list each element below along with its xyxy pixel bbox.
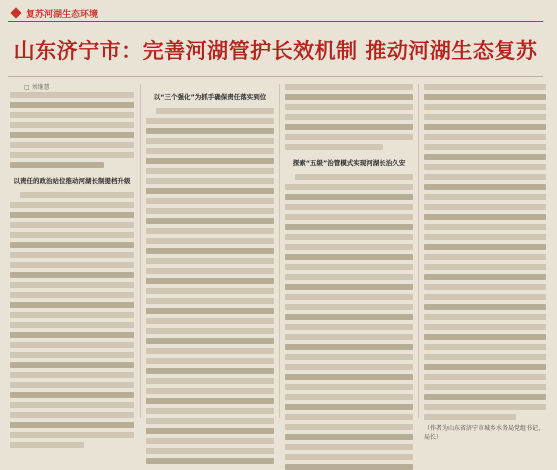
- column-divider: [279, 84, 280, 418]
- column-divider: [418, 84, 419, 418]
- article-column-3: [285, 84, 413, 418]
- top-divider: [8, 21, 543, 22]
- subheading: 以“三个强化”为抓手确保责任落实到位: [153, 93, 267, 101]
- section-label: [8, 6, 98, 20]
- headline-container: [8, 30, 543, 70]
- article-column-1: [10, 92, 134, 422]
- subheading-block: [10, 176, 134, 186]
- subheading: 以责任的政治站位推动河湖长制提档升级: [13, 177, 131, 185]
- headline-divider: [8, 76, 543, 77]
- subheading-block: [146, 92, 274, 102]
- column-divider: [140, 84, 141, 418]
- author-credit: （作者为山东省济宁市城乡水务局党组书记、局长）: [424, 425, 545, 441]
- subheading: 探索“五级”治管模式实现河湖长治久安: [292, 159, 406, 167]
- article-column-4: [424, 84, 546, 441]
- diamond-icon: [10, 7, 21, 18]
- article-column-2: [146, 84, 274, 418]
- subheading-block: [285, 158, 413, 168]
- section-title: 复苏河湖生态环境: [26, 9, 99, 20]
- byline: □ 刘继慧: [24, 84, 50, 91]
- headline: 山东济宁市：完善河湖管护长效机制 推动河湖生态复苏: [13, 38, 538, 63]
